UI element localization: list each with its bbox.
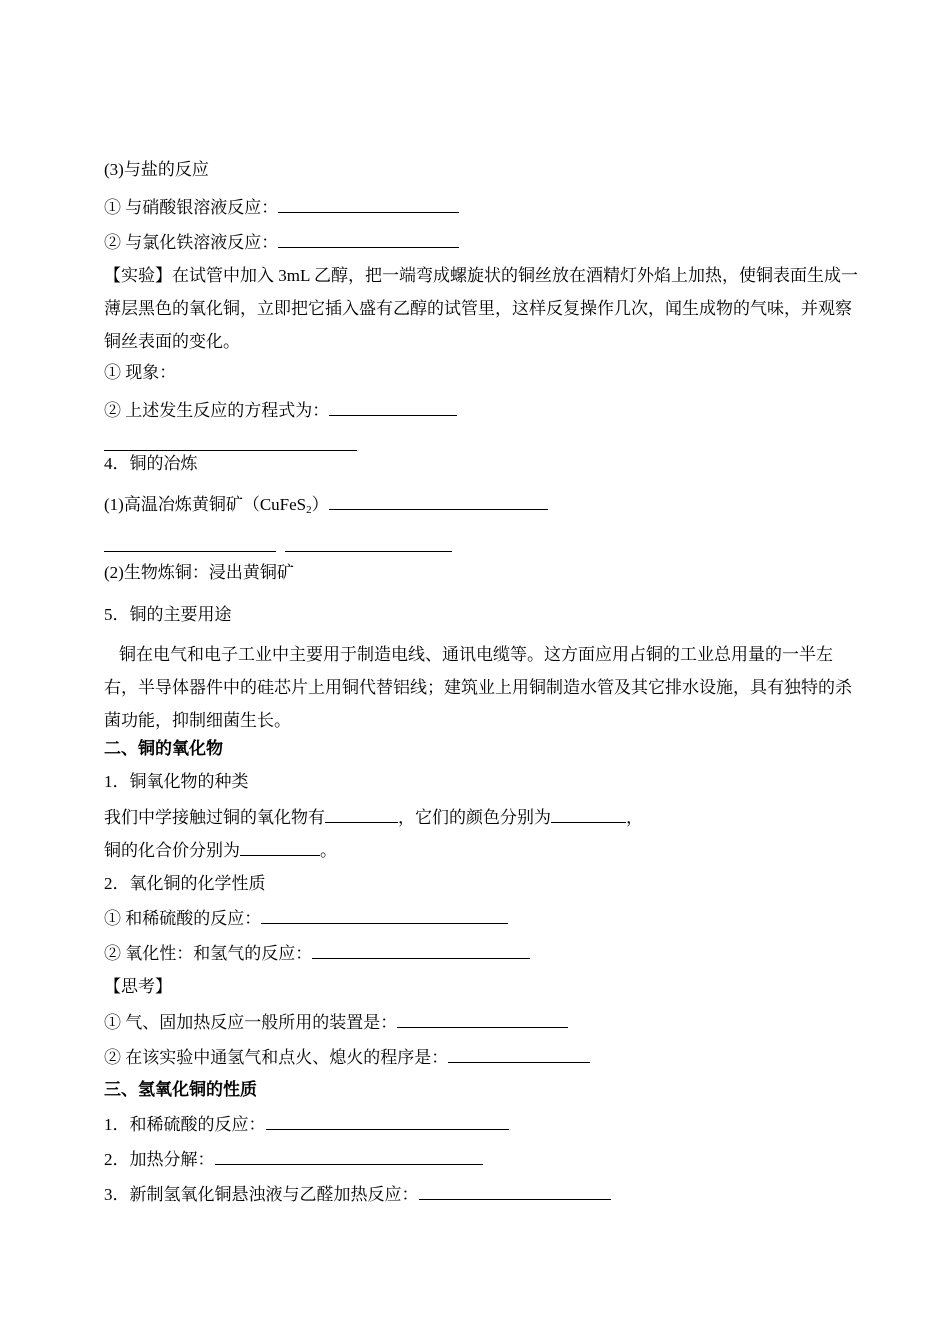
experiment-equation: ② 上述发生反应的方程式为： — [104, 398, 862, 422]
oxides-q-hydrogen: ② 氧化性：和氢气的反应： — [104, 941, 862, 965]
hydroxide-q-decompose: 2．加热分解： — [104, 1147, 862, 1171]
think-heading: 【思考】 — [104, 977, 172, 996]
think-q-procedure: ② 在该实验中通氢气和点火、熄火的程序是： — [104, 1045, 862, 1069]
answer-blank-continued[interactable] — [285, 551, 452, 552]
answer-blank[interactable] — [329, 398, 457, 416]
smelting-item-bio: (2)生物炼铜：浸出黄铜矿 — [104, 563, 294, 582]
section-oxides: 二、铜的氧化物 — [104, 739, 223, 758]
experiment-paragraph: 【实验】在试管中加入 3mL 乙醇，把一端弯成螺旋状的铜丝放在酒精灯外焰上加热，使铜表面生成一薄层黑色的氧化铜，立即把它插入盛有乙醇的试管里，这样反复操作几次，闻生成物的气味，并观察铜丝表面的变化。 — [104, 266, 858, 351]
answer-blank[interactable] — [448, 1045, 590, 1063]
oxides-types-heading: 1．铜氧化物的种类 — [104, 772, 249, 791]
hydroxide-q-acetaldehyde: 3．新制氢氧化铜悬浊液与乙醛加热反应： — [104, 1182, 862, 1206]
smelting-heading: 4．铜的冶炼 — [104, 454, 198, 473]
answer-blank[interactable] — [215, 1147, 483, 1165]
salt-heading: (3)与盐的反应 — [104, 160, 209, 179]
answer-blank[interactable] — [266, 1112, 509, 1130]
oxides-types-line1: 我们中学接触过铜的氧化物有 ，它们的颜色分别为 ， — [104, 805, 862, 829]
salt-item-ferric-chloride: ② 与氯化铁溶液反应： — [104, 230, 862, 254]
answer-blank[interactable] — [419, 1182, 611, 1200]
oxides-properties-heading: 2．氧化铜的化学性质 — [104, 874, 266, 893]
answer-blank[interactable] — [278, 195, 459, 213]
hydroxide-q-sulfuric: 1．和稀硫酸的反应： — [104, 1112, 862, 1136]
answer-blank-continued[interactable] — [104, 450, 357, 451]
think-q-apparatus: ① 气、固加热反应一般所用的装置是： — [104, 1010, 862, 1034]
uses-paragraph: 铜在电气和电子工业中主要用于制造电线、通讯电缆等。这方面应用占铜的工业总用量的一半左右，半导体器件中的硅芯片上用铜代替铝线；建筑业上用铜制造水管及其它排水设施，具有独特的杀菌功能，抑制细菌生长。 — [104, 645, 852, 730]
answer-blank-continued[interactable] — [104, 551, 276, 552]
oxides-types-line2: 铜的化合价分别为 。 — [104, 838, 862, 862]
answer-blank[interactable] — [261, 906, 508, 924]
answer-blank[interactable] — [312, 941, 530, 959]
section-hydroxide: 三、氢氧化铜的性质 — [104, 1080, 257, 1099]
oxides-q-sulfuric: ① 和稀硫酸的反应： — [104, 906, 862, 930]
smelting-item-chalcopyrite: (1)高温冶炼黄铜矿（CuFeS$_2$） — [104, 492, 862, 521]
answer-blank[interactable] — [325, 805, 398, 823]
answer-blank[interactable] — [329, 492, 548, 510]
answer-blank[interactable] — [551, 805, 626, 823]
answer-blank[interactable] — [240, 838, 320, 856]
uses-heading: 5．铜的主要用途 — [104, 605, 232, 624]
salt-item-silver-nitrate: ① 与硝酸银溶液反应： — [104, 195, 862, 219]
experiment-phenomenon: ① 现象： — [104, 363, 177, 382]
answer-blank[interactable] — [278, 230, 459, 248]
answer-blank[interactable] — [397, 1010, 568, 1028]
